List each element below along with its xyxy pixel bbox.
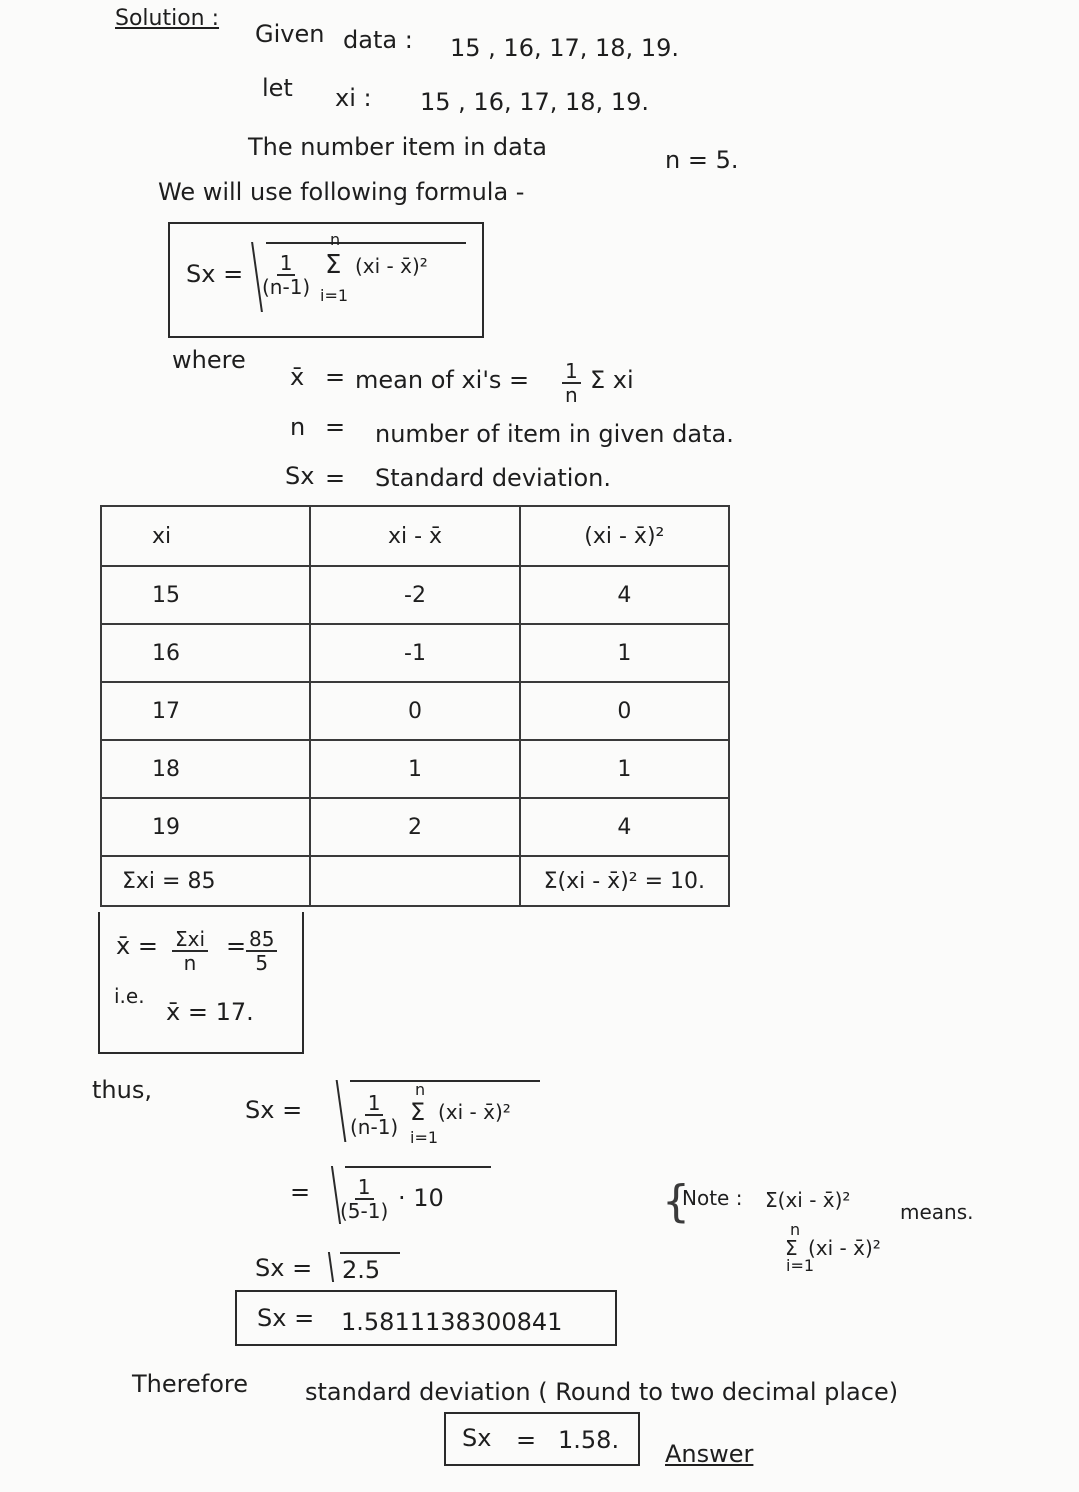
thus-label: thus, (92, 1076, 152, 1104)
thus-line1-fraction (350, 1092, 398, 1138)
cell-dev: -1 (310, 624, 519, 682)
thus-line1-lhs: Sx = (245, 1096, 303, 1124)
thus-line2-fraction (340, 1176, 388, 1222)
mean-den-1: n (183, 951, 197, 975)
therefore-label: Therefore (132, 1370, 248, 1398)
xbar-eq: = (325, 363, 346, 391)
answer-box (444, 1412, 640, 1466)
mean-fraction-2 (246, 928, 277, 974)
sx-text: Standard deviation. (375, 464, 611, 492)
cell-sq: 1 (520, 624, 729, 682)
thus-line1-upper: n (415, 1080, 426, 1099)
thus-line2-num: 1 (355, 1176, 374, 1200)
cell-sq: 1 (520, 740, 729, 798)
thus-line1-num: 1 (365, 1092, 384, 1116)
formula-num: 1 (277, 252, 296, 276)
cell-xi: 16 (101, 624, 310, 682)
let-var: xi : (335, 84, 372, 112)
mean-box (98, 912, 304, 1054)
cell-xi: 18 (101, 740, 310, 798)
note-lower: i=1 (786, 1256, 815, 1275)
answer-label: Answer (665, 1440, 754, 1468)
mean-den-2: 5 (255, 951, 269, 975)
table-row (101, 682, 729, 740)
let-values: 15 , 16, 17, 18, 19. (420, 88, 649, 116)
cell-xi: 15 (101, 566, 310, 624)
result-box (235, 1290, 617, 1346)
thus-line3-lhs: Sx = (255, 1254, 313, 1282)
note-expr: Σ(xi - x̄)² (765, 1188, 851, 1212)
thus-line3-value: 2.5 (342, 1256, 381, 1284)
cell-dev: 1 (310, 740, 519, 798)
cell-dev: 0 (310, 682, 519, 740)
mean-lhs: x̄ = (116, 932, 158, 960)
thus-line1-lower: i=1 (410, 1128, 439, 1147)
formula-fraction (262, 252, 310, 298)
formula-lower: i=1 (320, 286, 349, 305)
cell-sq: 0 (520, 682, 729, 740)
note-term: (xi - x̄)² (808, 1236, 881, 1260)
note-upper: n (790, 1220, 801, 1239)
sum-xi: Σxi = 85 (101, 856, 310, 906)
cell-xi: 19 (101, 798, 310, 856)
let-label: let (262, 74, 293, 102)
count-line-n: n = 5. (665, 146, 739, 174)
formula-upper: n (330, 230, 341, 249)
cell-sq: 4 (520, 566, 729, 624)
thus-line2-den: (5-1) (340, 1199, 389, 1223)
xbar-tail: Σ xi (590, 366, 634, 394)
thus-line1-den: (n-1) (350, 1115, 399, 1139)
xbar-sym: x̄ (290, 363, 305, 391)
given-label: Given (255, 20, 325, 48)
formula-sum: Σ (325, 250, 342, 280)
formula-den: (n-1) (262, 275, 311, 299)
cell-dev: -2 (310, 566, 519, 624)
formula-box (168, 222, 484, 338)
sx-eq: = (325, 464, 346, 492)
n-sym: n (290, 413, 306, 441)
given-data-word: data : (343, 26, 413, 54)
thus-line1-sum: Σ (410, 1098, 426, 1126)
n-text: number of item in given data. (375, 420, 734, 448)
thus-line4-lhs: Sx = (257, 1304, 315, 1332)
mean-eq: = (226, 932, 247, 960)
answer-value: 1.58. (558, 1426, 620, 1454)
mean-ie: i.e. (114, 984, 145, 1008)
thus-line2-lhs: = (290, 1178, 311, 1206)
given-values: 15 , 16, 17, 18, 19. (450, 34, 679, 62)
mean-num-2: 85 (246, 928, 277, 952)
mean-fraction-1 (172, 928, 208, 974)
answer-eq: = (516, 1426, 537, 1454)
xbar-num: 1 (562, 360, 581, 384)
count-line-text: The number item in data (248, 133, 547, 161)
xbar-text: mean of xi's = (355, 366, 530, 394)
table-row (101, 624, 729, 682)
note-sum: Σ (785, 1236, 798, 1260)
mean-result: x̄ = 17. (166, 998, 254, 1026)
note-means: means. (900, 1200, 974, 1224)
mean-num-1: Σxi (172, 928, 208, 952)
formula-lhs: Sx = (186, 260, 244, 288)
note-brace: { (662, 1176, 690, 1227)
cell-xi: 17 (101, 682, 310, 740)
table-sum-row (101, 856, 729, 906)
thus-line4-value: 1.5811138300841 (341, 1308, 563, 1336)
cell-sq: 4 (520, 798, 729, 856)
deviation-table (100, 505, 730, 907)
where-label: where (172, 346, 246, 374)
header-deviation: xi - x̄ (310, 506, 519, 566)
sum-sq: Σ(xi - x̄)² = 10. (520, 856, 729, 906)
header-xi: xi (101, 506, 310, 566)
header-squared: (xi - x̄)² (520, 506, 729, 566)
table-header-row (101, 506, 729, 566)
thus-line2-tail: · 10 (398, 1184, 444, 1212)
formula-intro: We will use following formula - (158, 178, 525, 206)
answer-lhs: Sx (462, 1424, 492, 1452)
table-row (101, 798, 729, 856)
xbar-fraction (562, 360, 581, 406)
table-row (101, 566, 729, 624)
formula-term: (xi - x̄)² (355, 254, 428, 278)
thus-line1-term: (xi - x̄)² (438, 1100, 511, 1124)
table-row (101, 740, 729, 798)
note-label: Note : (682, 1186, 743, 1210)
solution-heading: Solution : (115, 6, 220, 31)
xbar-den: n (565, 383, 578, 407)
cell-dev: 2 (310, 798, 519, 856)
conclusion-text: standard deviation ( Round to two decimal place) (305, 1378, 899, 1406)
n-eq: = (325, 413, 346, 441)
sum-empty (310, 856, 519, 906)
sx-sym: Sx (285, 462, 315, 490)
